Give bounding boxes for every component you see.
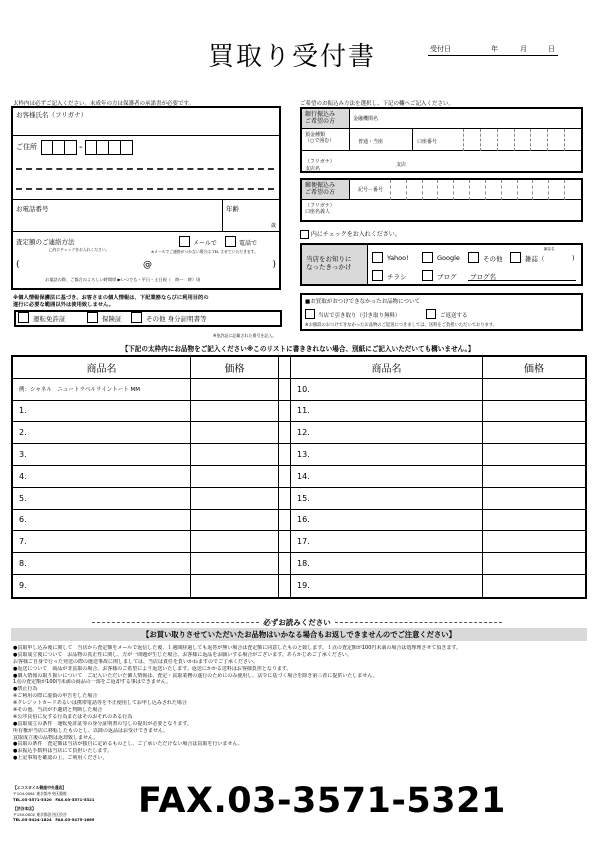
branch-furigana-label: （フリガナ） 支店名 <box>305 159 335 172</box>
notice-line: ※クレジットカードあるいは携帯電話等を不正使用してお申し込みされた場合 <box>13 700 187 707</box>
unbuyable-title: ■お買取がおつけできなかったお品物について <box>305 299 421 305</box>
referral-box <box>300 243 583 286</box>
table-gap <box>279 488 291 509</box>
table-gap <box>279 575 291 597</box>
bank-title: 銀行振込み ご希望の方 <box>302 109 350 129</box>
unbuyable-return-checkbox[interactable] <box>305 309 315 319</box>
address-field[interactable] <box>13 136 279 200</box>
referral-google-label: Google <box>437 254 460 262</box>
col-header-price-left: 価格 <box>191 357 279 378</box>
unbuyable-send-checkbox[interactable] <box>426 309 436 319</box>
referral-flyer-label: チラシ <box>387 273 407 281</box>
table-row <box>13 531 585 553</box>
id-other-checkbox[interactable] <box>131 312 142 323</box>
age-label: 年齢 <box>226 205 239 213</box>
notice-line: お客様ご自身で行った発送の際の運送事故に関しましては、当店は責任を負いかねますのでご了承ください。 <box>13 658 259 665</box>
item-table <box>11 355 587 599</box>
contact-phone-label: 電話で <box>239 240 258 247</box>
bank-name-label: 金融機関名 <box>353 116 379 122</box>
post-holder-field[interactable]: （フリガナ） 口座名義人 <box>305 203 335 216</box>
shop2-name: 【渋谷本店】 <box>13 805 36 811</box>
table-row <box>13 422 585 444</box>
account-type-label: 預金種類 （○で囲む） <box>302 129 350 151</box>
contact-label: 査定額のご連絡方法 <box>16 238 75 246</box>
right-intro: ご希望のお振込み方法を選択し、下記の欄へご記入ください。 <box>300 101 455 107</box>
date-day: 日 <box>548 45 555 53</box>
post-number-label: 記号－番号 <box>358 187 384 193</box>
notice-line: ●お振込手数料は当店にて負担いたします。 <box>13 748 112 755</box>
contact-method-section <box>13 232 279 288</box>
unbuyable-box <box>300 293 583 331</box>
shop2-tel: TEL.03-5424-1824 FAX.03-5475-1669 <box>13 817 95 823</box>
post-transfer-box <box>300 178 583 222</box>
item-name-cell-right[interactable]: 18. <box>291 553 483 574</box>
item-name-cell-left[interactable]: 1. <box>13 401 191 422</box>
notice-line: ●買取申し込み後に関して 当店から査定額をメールで返信した後、１週間経過しても返答が無い場合は査定額に同意したものと致します。１点の査定額が100円未満の場合は処理理させて頂きます。 <box>13 645 462 651</box>
referral-blog-name-label: ブログ名 <box>470 273 496 281</box>
referral-magazine-close: ) <box>572 254 575 262</box>
table-gap <box>279 379 291 400</box>
item-price-cell-right[interactable] <box>483 531 585 552</box>
name-label: お客様氏名（フリガナ） <box>16 111 88 119</box>
email-paren-close: ) <box>272 260 276 270</box>
post-number-field[interactable] <box>350 180 581 200</box>
unbuyable-note: ※お値段のおつけできなかったお品物のご返送につきましては、送料をご負担いただいております。 <box>305 323 498 328</box>
item-name-cell-left[interactable]: 4. <box>13 466 191 487</box>
referral-google-checkbox[interactable] <box>422 252 433 263</box>
bank-name-field[interactable] <box>350 109 581 129</box>
date-year: 年 <box>491 45 498 53</box>
table-gap <box>279 444 291 465</box>
date-month: 月 <box>520 45 527 53</box>
table-row <box>13 379 585 401</box>
contact-note2: ※メールでご連絡がつかない場合は TEL させていただきます。 <box>151 249 258 254</box>
phone-label: お電話番号 <box>16 205 49 213</box>
item-name-cell-left[interactable]: 2. <box>13 422 191 443</box>
item-name-cell-left[interactable]: 8. <box>13 553 191 574</box>
item-name-cell-right[interactable]: 15. <box>291 488 483 509</box>
item-price-cell-right[interactable] <box>483 553 585 574</box>
date-field[interactable] <box>428 43 558 56</box>
notice-line: 所有権が当店に移転したものとし、以降の返品はお受けできません。 <box>13 727 169 734</box>
referral-flyer-checkbox[interactable] <box>372 270 383 281</box>
item-name-cell-right[interactable]: 10. <box>291 379 483 400</box>
id-license-label: 運転免許証 <box>33 315 66 323</box>
contact-note1: □内にチェックをお入れください。 <box>49 247 110 252</box>
address-label: ご住所 <box>16 143 37 151</box>
item-price-cell-left[interactable] <box>191 488 279 509</box>
email-at: @ <box>143 260 152 270</box>
contact-phone-checkbox[interactable] <box>225 236 236 247</box>
notice-banner: 【お買い取りさせていただいたお品物はいかなる場合もお返しできませんのでご注意ください】 <box>11 628 587 641</box>
referral-magazine-checkbox[interactable] <box>510 252 521 263</box>
shop2-address: 〒150-0002 東京都渋谷区渋谷 <box>13 811 67 817</box>
date-label: 受付日 <box>430 45 451 53</box>
list-caption: 【下記の太枠内にお品物をご記入ください※このリストに書ききれない場合、別紙にご記入いただいても構いません。】 <box>121 345 475 353</box>
item-price-cell-left[interactable] <box>191 553 279 574</box>
id-license-checkbox[interactable] <box>18 312 29 323</box>
notice-body <box>13 645 585 762</box>
id-note-line2: 遂行に必要な範囲以外は使用致しません。 <box>13 302 114 308</box>
item-price-cell-right[interactable] <box>483 422 585 443</box>
table-row <box>13 466 585 488</box>
unbuyable-return-label: 当店で引き取り（引き取り無料） <box>318 313 401 319</box>
item-name-cell-left[interactable]: 6. <box>13 510 191 531</box>
table-row <box>13 401 585 423</box>
referral-other-label: その他 <box>483 255 503 263</box>
post-title: 郵便振込み ご希望の方 <box>302 180 350 200</box>
table-gap <box>279 553 291 574</box>
notice-line: ●上記事項を確認の上、ご利用ください。 <box>13 755 108 762</box>
shop-info <box>13 785 153 823</box>
notice-line: ※その他、当店が不適切と判断した場合 <box>13 707 103 714</box>
email-field[interactable] <box>16 260 276 274</box>
item-name-cell-right[interactable]: 14. <box>291 466 483 487</box>
account-number-field[interactable] <box>413 129 581 151</box>
phone-field[interactable] <box>13 200 223 232</box>
item-name-cell-left[interactable]: 5. <box>13 488 191 509</box>
item-name-cell-right[interactable]: 13. <box>291 444 483 465</box>
left-intro: 太枠内は必ずご記入ください。未成年の方は保護者の承諾書が必要です。 <box>13 101 195 107</box>
referral-yahoo-checkbox[interactable] <box>372 252 383 263</box>
table-gap <box>279 466 291 487</box>
col-header-name-left: 商品名 <box>13 357 191 378</box>
account-number-label: 口座番号 <box>417 139 438 145</box>
check-note <box>300 229 401 239</box>
notice-line: ●買取成立後について お品物の真正性に関し、万が一問題が生じた場合、お客様に返品をお願いする場合がございます。あらかじめご了承ください。 <box>13 651 352 658</box>
item-price-cell-right[interactable] <box>483 510 585 531</box>
table-gap <box>279 422 291 443</box>
id-insurance-label: 保険証 <box>102 315 122 323</box>
contact-time-note: お電話の際、ご都合のよろしい時間帯 ▶いつでも・平日・土日祝（ 時～ 時）頃 <box>45 277 201 282</box>
item-price-cell-right[interactable] <box>483 444 585 465</box>
item-price-cell-right[interactable] <box>483 488 585 509</box>
check-note-text: 内にチェックをお入れください。 <box>310 231 401 238</box>
notice-line: ●買取の条件 査定額は当店が独自に定めるものとし、ご了承いただけない場合は買取を行いません。 <box>13 741 243 748</box>
check-note-box-icon <box>300 230 309 239</box>
item-price-cell-left[interactable] <box>191 575 279 597</box>
branch-unit: 支店 <box>395 162 406 168</box>
item-price-cell-right[interactable] <box>483 575 585 597</box>
table-row <box>13 553 585 575</box>
item-price-cell-left[interactable] <box>191 379 279 400</box>
referral-blog-label: ブログ <box>437 273 457 281</box>
col-header-price-right: 価格 <box>524 363 544 375</box>
item-name-cell-right[interactable]: 11. <box>291 401 483 422</box>
item-price-cell-left[interactable] <box>191 401 279 422</box>
id-insurance-checkbox[interactable] <box>87 312 98 323</box>
item-name-cell-right[interactable]: 12. <box>291 422 483 443</box>
item-name-cell-left[interactable]: 例：シャネル ニュートラベルライントート MM <box>13 379 191 400</box>
referral-other-checkbox[interactable] <box>468 252 479 263</box>
notice-line: ●個人情報の取り扱いについて ご記入いただいた個人情報は、査定・買取業務の遂行のためにのみ使用し、法令に基づく場合を除き第三者に提供いたしません。 <box>13 672 378 679</box>
notice-line: 買取成立後の品物は返却致しません。 <box>13 734 99 741</box>
branch-field[interactable] <box>302 151 412 171</box>
item-price-cell-right[interactable] <box>483 466 585 487</box>
shop1-name: 【エコスタイル銀座中央通店】 <box>13 785 67 790</box>
item-name-cell-left[interactable]: 3. <box>13 444 191 465</box>
referral-yahoo-label: Yahoo! <box>387 254 409 262</box>
item-name-cell-left[interactable]: 9. <box>13 575 191 597</box>
customer-info-box <box>11 106 281 290</box>
notice-line: ※ご利用の際に虚偽の申告をした場合 <box>13 693 98 700</box>
age-unit: 歳 <box>270 223 276 229</box>
table-row <box>13 444 585 466</box>
email-paren-open: ( <box>16 260 20 270</box>
item-name-cell-right[interactable]: 17. <box>291 531 483 552</box>
bank-transfer-box <box>300 107 583 173</box>
table-gap <box>279 401 291 422</box>
item-name-cell-right[interactable]: 16. <box>291 510 483 531</box>
id-other-label: その他 身分証明書等 <box>146 315 207 323</box>
table-gap <box>279 510 291 531</box>
item-price-cell-right[interactable] <box>483 401 585 422</box>
item-price-cell-left[interactable] <box>191 466 279 487</box>
notice-line: ●禁止行為 <box>13 686 38 693</box>
item-price-cell-right[interactable] <box>483 379 585 400</box>
shop1-tel: TEL.03-3571-5320 FAX.03-3571-5321 <box>13 796 95 802</box>
referral-magazine-small: 雑誌名 <box>544 247 555 251</box>
notice-heading: 必ずお読みください <box>263 617 331 627</box>
table-row <box>13 488 585 510</box>
referral-blog-name-field[interactable] <box>468 270 576 281</box>
contact-mail-checkbox[interactable] <box>179 236 190 247</box>
item-price-cell-left[interactable] <box>191 531 279 552</box>
item-price-cell-left[interactable] <box>191 422 279 443</box>
age-field[interactable] <box>223 200 279 232</box>
table-gap <box>279 531 291 552</box>
postal-dash: - <box>79 142 83 153</box>
col-header-name-right: 商品名 <box>291 357 483 378</box>
id-options <box>14 312 282 326</box>
referral-label: 当店をお知りに なったきっかけ <box>302 245 368 284</box>
item-price-cell-left[interactable] <box>191 444 279 465</box>
table-gap <box>279 357 291 378</box>
notice-line: ※公序良俗に反する行為またはそのおそれのある行為 <box>13 713 133 720</box>
notice-line: ●買取成立の条件 運転免許証等の身分証明書の写しの提出が必要となります。 <box>13 720 192 727</box>
page-title: 買取り受付書 <box>208 42 377 72</box>
table-row <box>13 575 585 597</box>
account-types: 普通・当座 <box>358 139 384 145</box>
referral-blog-checkbox[interactable] <box>422 270 433 281</box>
item-name-cell-right[interactable]: 19. <box>291 575 483 597</box>
referral-magazine-label: 雑誌（ <box>525 255 545 263</box>
contact-mail-label: メールで <box>193 240 217 247</box>
fax-number: FAX.03-3571-5321 <box>138 781 506 821</box>
id-note-line1: ※個人情報保護法に基づき、お客さまの個人情報は、下記業務ならびに利用目的の <box>13 295 209 301</box>
table-row <box>13 510 585 532</box>
postal-code-boxes[interactable] <box>41 140 133 155</box>
table-header-row <box>13 357 585 379</box>
shop1-address: 〒104-0061 東京都中央区銀座 <box>13 790 67 796</box>
unbuyable-send-label: ご返送する <box>440 313 468 319</box>
name-field[interactable] <box>13 108 279 136</box>
notice-line: ●返送について 商品が非買取の場合、お客様のご希望により返送いたします。返送にかかる送料はお客様負担となります。 <box>13 665 292 672</box>
id-footnote: ※免許証に記載された番号を記入。 <box>213 333 277 338</box>
item-price-cell-left[interactable] <box>191 510 279 531</box>
notice-line: 1点の査定額が100円未満の商品の一部をご返却する事はできません。 <box>13 679 172 686</box>
account-type-field[interactable] <box>350 129 413 151</box>
item-name-cell-left[interactable]: 7. <box>13 531 191 552</box>
notice-heading-line <box>92 618 502 626</box>
